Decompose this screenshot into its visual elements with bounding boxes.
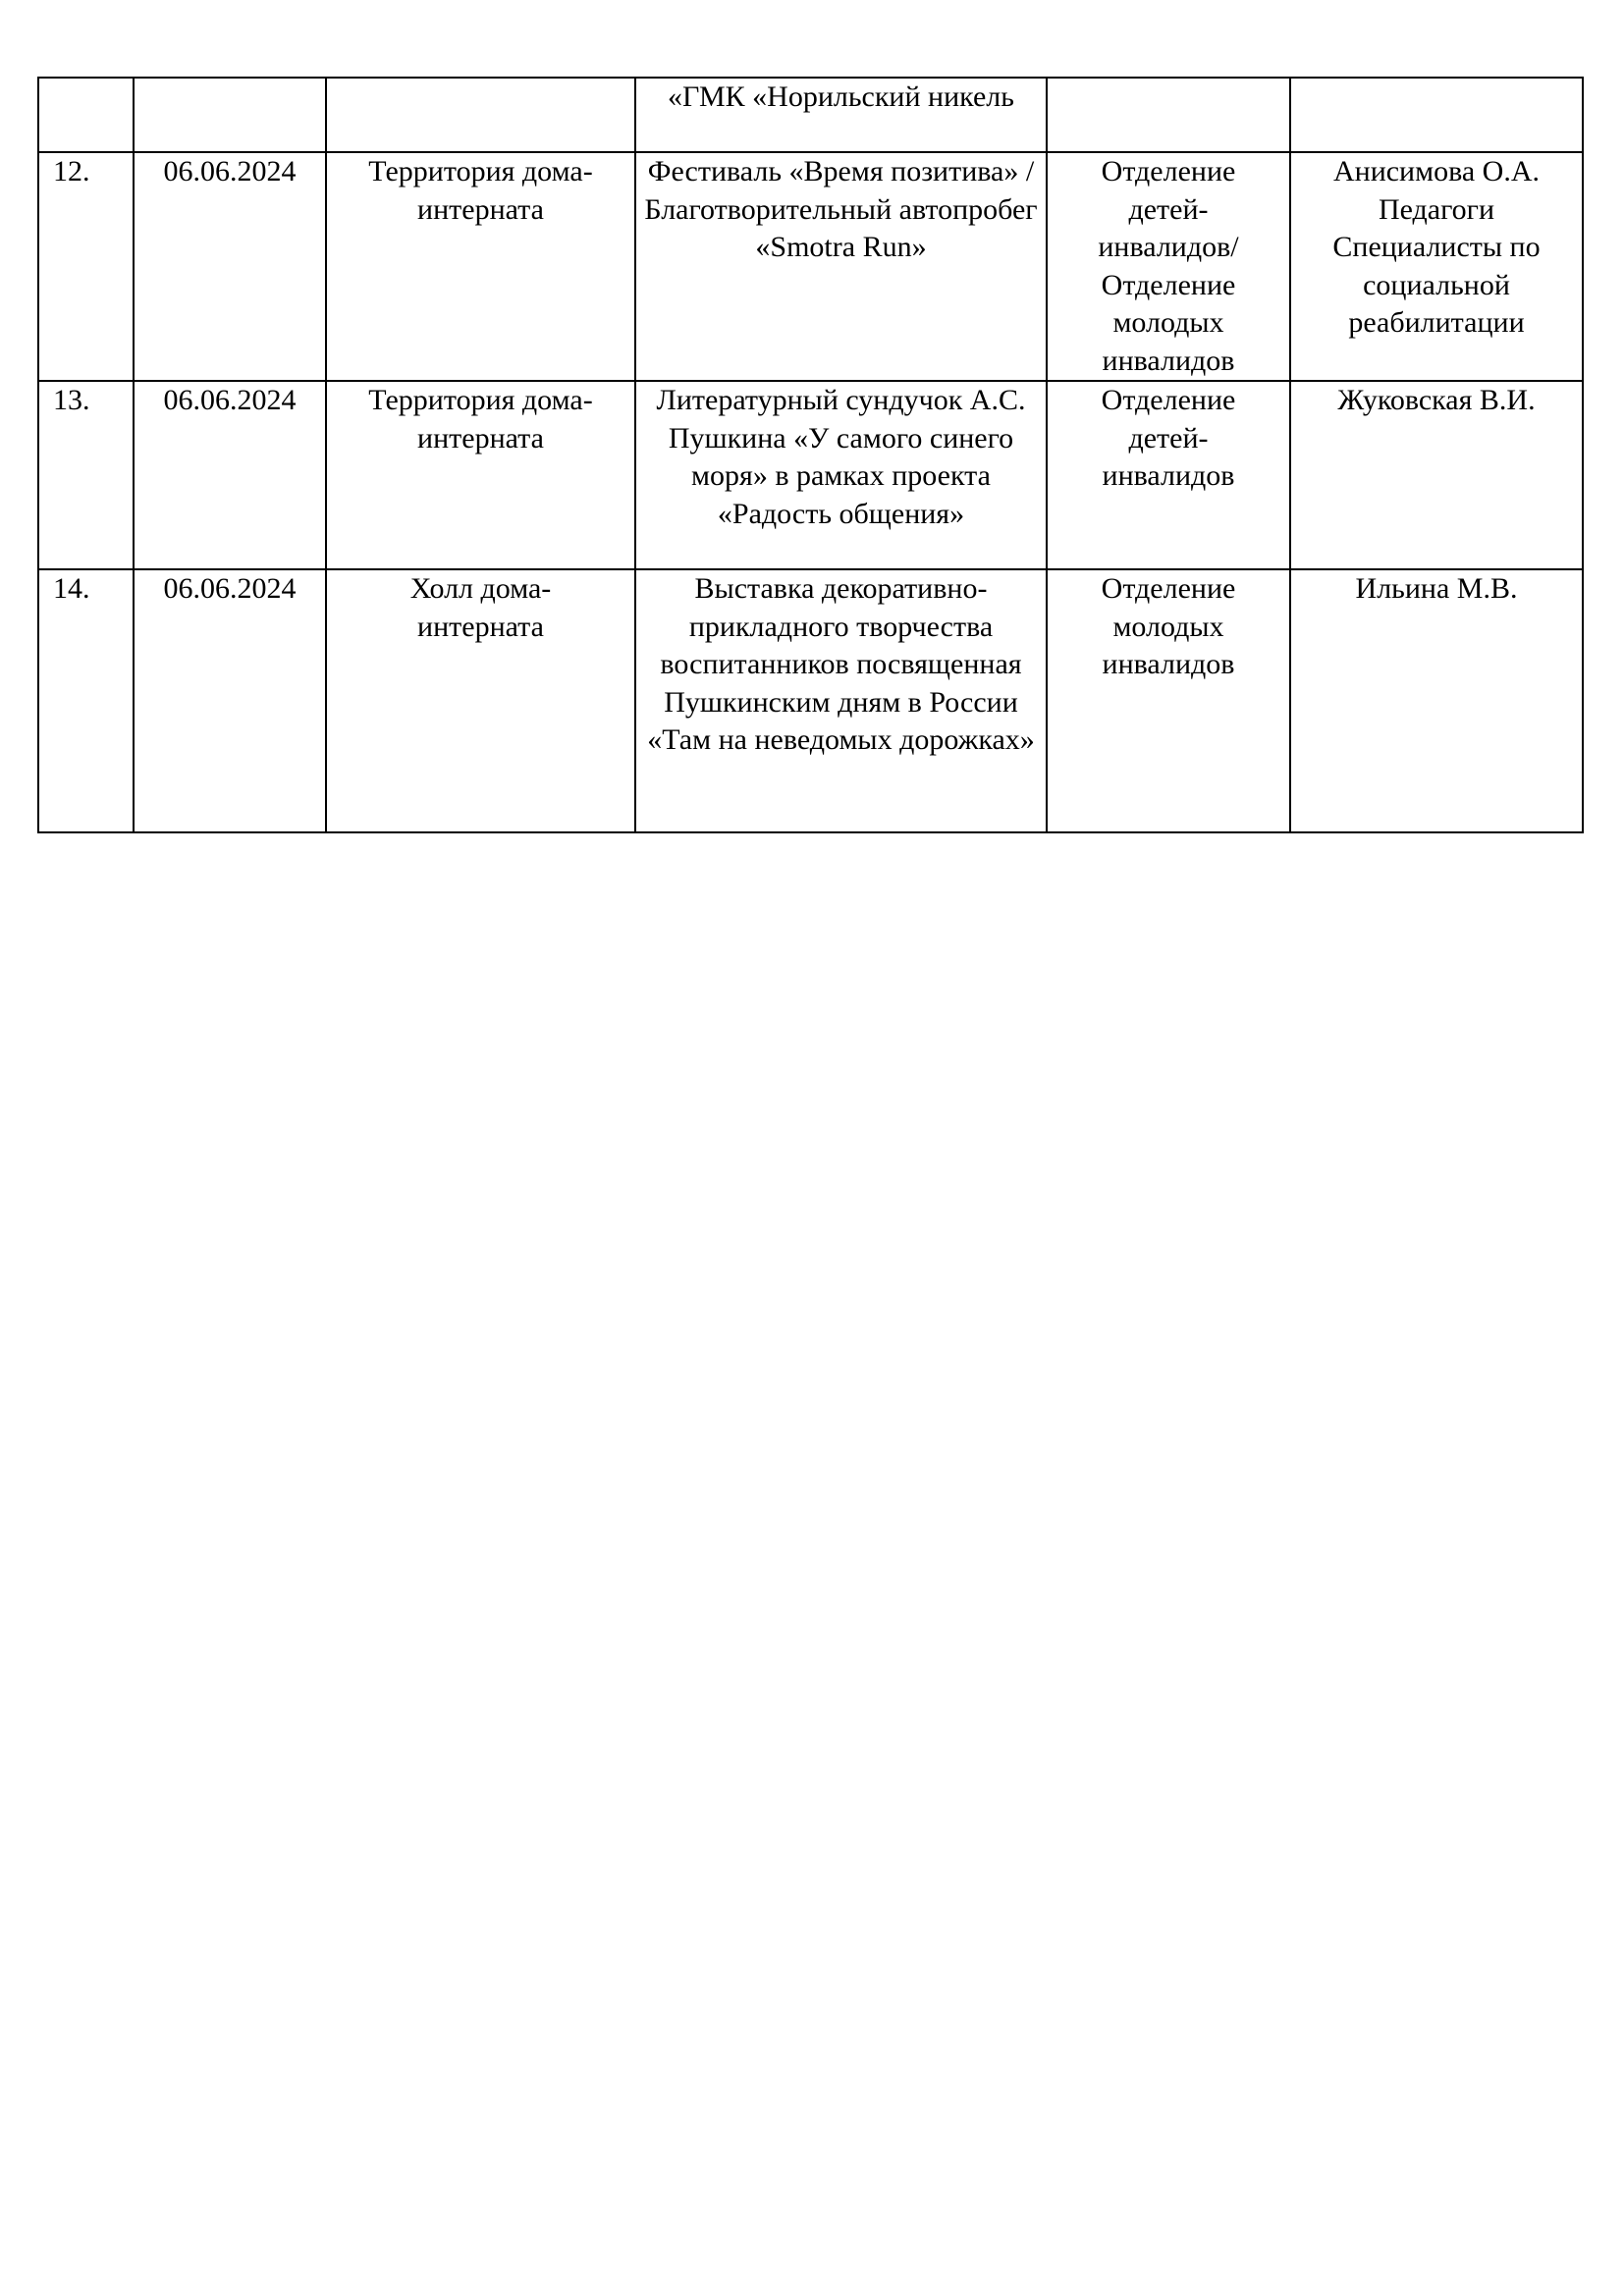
place-cell — [326, 78, 635, 152]
date-cell: 06.06.2024 — [134, 152, 326, 381]
event-cell: Выставка декоративно-прикладного творчества воспитанников посвященная Пушкинским дням в России «Там на неведомых дорожках» — [635, 569, 1047, 832]
date-cell: 06.06.2024 — [134, 381, 326, 569]
event-cell: «ГМК «Норильский никель — [635, 78, 1047, 152]
responsible-cell: Жуковская В.И. — [1290, 381, 1583, 569]
place-cell: Территория дома- интерната — [326, 381, 635, 569]
row-number-cell: 14. — [38, 569, 134, 832]
table-row — [38, 569, 1583, 832]
row-number-cell: 12. — [38, 152, 134, 381]
place-cell: Территория дома- интерната — [326, 152, 635, 381]
event-cell: Литературный сундучок А.С. Пушкина «У самого синего моря» в рамках проекта «Радость общения» — [635, 381, 1047, 569]
table-row — [38, 152, 1583, 381]
date-cell — [134, 78, 326, 152]
row-number-cell: 13. — [38, 381, 134, 569]
department-cell — [1047, 78, 1290, 152]
table-row — [38, 78, 1583, 152]
responsible-cell: Ильина М.В. — [1290, 569, 1583, 832]
events-table — [37, 77, 1584, 833]
table-row — [38, 381, 1583, 569]
event-cell: Фестиваль «Время позитива» / Благотворительный автопробег «Smotra Run» — [635, 152, 1047, 381]
department-cell: Отделение детей- инвалидов — [1047, 381, 1290, 569]
department-cell: Отделение молодых инвалидов — [1047, 569, 1290, 832]
place-cell: Холл дома- интерната — [326, 569, 635, 832]
row-number-cell — [38, 78, 134, 152]
responsible-cell — [1290, 78, 1583, 152]
date-cell: 06.06.2024 — [134, 569, 326, 832]
responsible-cell: Анисимова О.А. Педагоги Специалисты по социальной реабилитации — [1290, 152, 1583, 381]
department-cell: Отделение детей- инвалидов/ Отделение молодых инвалидов — [1047, 152, 1290, 381]
